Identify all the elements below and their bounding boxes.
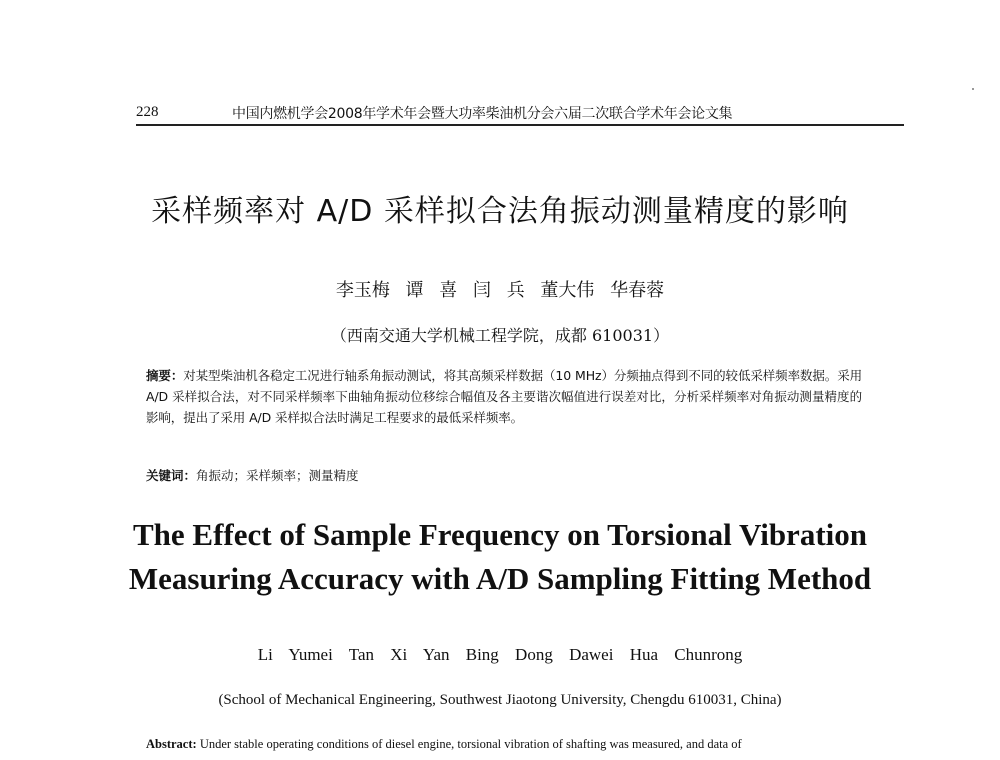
paper-title-english-line2: Measuring Accuracy with A/D Sampling Fitting Method [128,561,872,596]
paper-title-chinese: 采样频率对 A/D 采样拟合法角振动测量精度的影响 [151,194,849,229]
header-rule [136,124,904,126]
paper-title-english-line1: The Effect of Sample Frequency on Torsional Vibration [133,517,867,552]
authors-english: Li Yumei Tan Xi Yan Bing Dong Dawei Hua Chunrong [257,645,743,664]
authors-chinese: 李玉梅 谭 喜 闫 兵 董大伟 华春蓉 [335,280,665,301]
paper-title-english [0,513,1000,601]
affiliation-chinese: （西南交通大学机械工程学院，成都 610031） [330,326,670,345]
affiliation-english: (School of Mechanical Engineering, Southwest Jiaotong University, Chengdu 610031, China) [218,692,782,708]
page-number: 228 [136,104,159,120]
abstract-chinese [146,365,862,428]
running-header: 中国内燃机学会2008年学术年会暨大功率柴油机分会六届二次联合学术年会论文集 [232,106,733,122]
abstract-chinese-label: 摘要： [146,368,184,383]
abstract-english [146,737,742,752]
keywords-chinese-text: 角振动；采样频率；测量精度 [196,468,359,483]
abstract-chinese-text: 对某型柴油机各稳定工况进行轴系角振动测试，将其高频采样数据（10 MHz）分频抽点得到不同的较低采样频率数据。采用 A/D 采样拟合法，对不同采样频率下曲轴角振动位移综合幅值及各主要谐次幅值进行误差对比，分析采样频率对角振动测量精度的影响，提出了采用 A/D 采样拟合法时满足工程要求的最低采样频率。 [146,368,863,425]
keywords-chinese [146,466,359,484]
keywords-chinese-label: 关键词： [146,468,197,483]
margin-mark [972,88,974,90]
abstract-english-text: Under stable operating conditions of diesel engine, torsional vibration of shafting was measured, and data of [196,737,742,751]
abstract-english-label: Abstract: [146,737,197,751]
